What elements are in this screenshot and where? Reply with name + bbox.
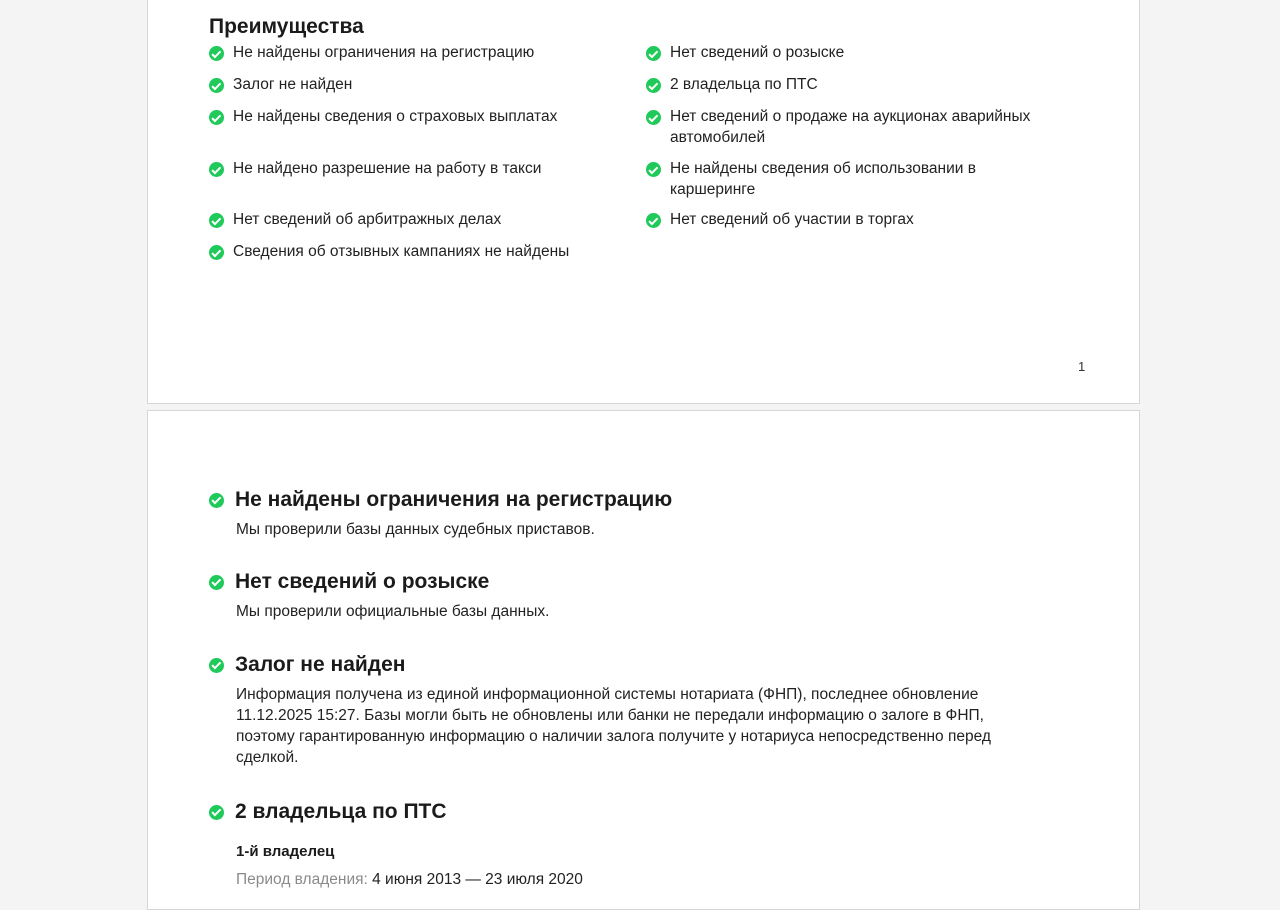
advantage-item [209, 210, 629, 231]
advantage-label: Залог не найден [233, 76, 353, 93]
advantage-item [646, 210, 1086, 231]
owner-period [236, 871, 583, 889]
advantage-label: Нет сведений о продаже на аукционах аварийных автомобилей [670, 108, 1031, 146]
check-circle-icon [646, 213, 661, 228]
advantage-label: Не найдены ограничения на регистрацию [233, 44, 535, 61]
advantage-label: Нет сведений об участии в торгах [670, 211, 914, 228]
check-circle-icon [209, 46, 224, 61]
section-owners [209, 799, 1039, 825]
check-circle-icon [646, 46, 661, 61]
section-title: 2 владельца по ПТС [235, 800, 447, 823]
section-title: Залог не найден [235, 653, 406, 676]
advantage-label: Сведения об отзывных кампаниях не найдены [233, 243, 570, 260]
advantage-item [646, 159, 986, 200]
report-page-2 [147, 410, 1140, 910]
advantage-label: Нет сведений об арбитражных делах [233, 211, 502, 228]
owner-period-value: 4 июня 2013 — 23 июля 2020 [372, 871, 583, 888]
section-text: Информация получена из единой информационной системы нотариата (ФНП), последнее обновление 11.12.2025 15:27. Базы могли быть не обновлены или банки не передали информацию о залоге в ФНП, поэтому гарантированную информацию о наличии залога получите у нотариуса непосредственно перед сделкой. [236, 686, 991, 766]
advantage-item [209, 43, 629, 64]
section-text: Мы проверили официальные базы данных. [236, 603, 550, 620]
advantage-label: Нет сведений о розыске [670, 44, 845, 61]
advantage-label: Не найдены сведения об использовании в каршеринге [670, 160, 976, 198]
section-wanted [209, 569, 1039, 622]
check-circle-icon [209, 78, 224, 93]
page-number: 1 [1078, 359, 1086, 374]
advantage-item [209, 242, 629, 263]
check-circle-icon [209, 575, 224, 590]
advantage-label: Не найдены сведения о страховых выплатах [233, 108, 558, 125]
check-circle-icon [209, 245, 224, 260]
check-circle-icon [209, 493, 224, 508]
check-circle-icon [646, 110, 661, 125]
advantage-label: Не найдено разрешение на работу в такси [233, 160, 542, 177]
check-circle-icon [209, 805, 224, 820]
section-title: Нет сведений о розыске [235, 570, 490, 593]
section-registration [209, 487, 1039, 540]
section-title: Не найдены ограничения на регистрацию [235, 488, 673, 511]
check-circle-icon [209, 658, 224, 673]
check-circle-icon [646, 162, 661, 177]
advantages-title: Преимущества [209, 15, 364, 38]
check-circle-icon [646, 78, 661, 93]
section-pledge [209, 652, 1039, 768]
check-circle-icon [209, 213, 224, 228]
advantage-item [209, 159, 629, 180]
check-circle-icon [209, 162, 224, 177]
check-circle-icon [209, 110, 224, 125]
owner-period-label: Период владения: [236, 871, 368, 888]
advantage-label: 2 владельца по ПТС [670, 76, 818, 93]
advantage-item [646, 107, 1046, 148]
advantage-item [209, 107, 629, 128]
section-text: Мы проверили базы данных судебных приставов. [236, 521, 595, 538]
report-page-1 [147, 0, 1140, 404]
advantage-item [646, 75, 1086, 96]
advantage-item [646, 43, 1086, 64]
advantage-item [209, 75, 629, 96]
owner-title: 1-й владелец [236, 843, 335, 860]
